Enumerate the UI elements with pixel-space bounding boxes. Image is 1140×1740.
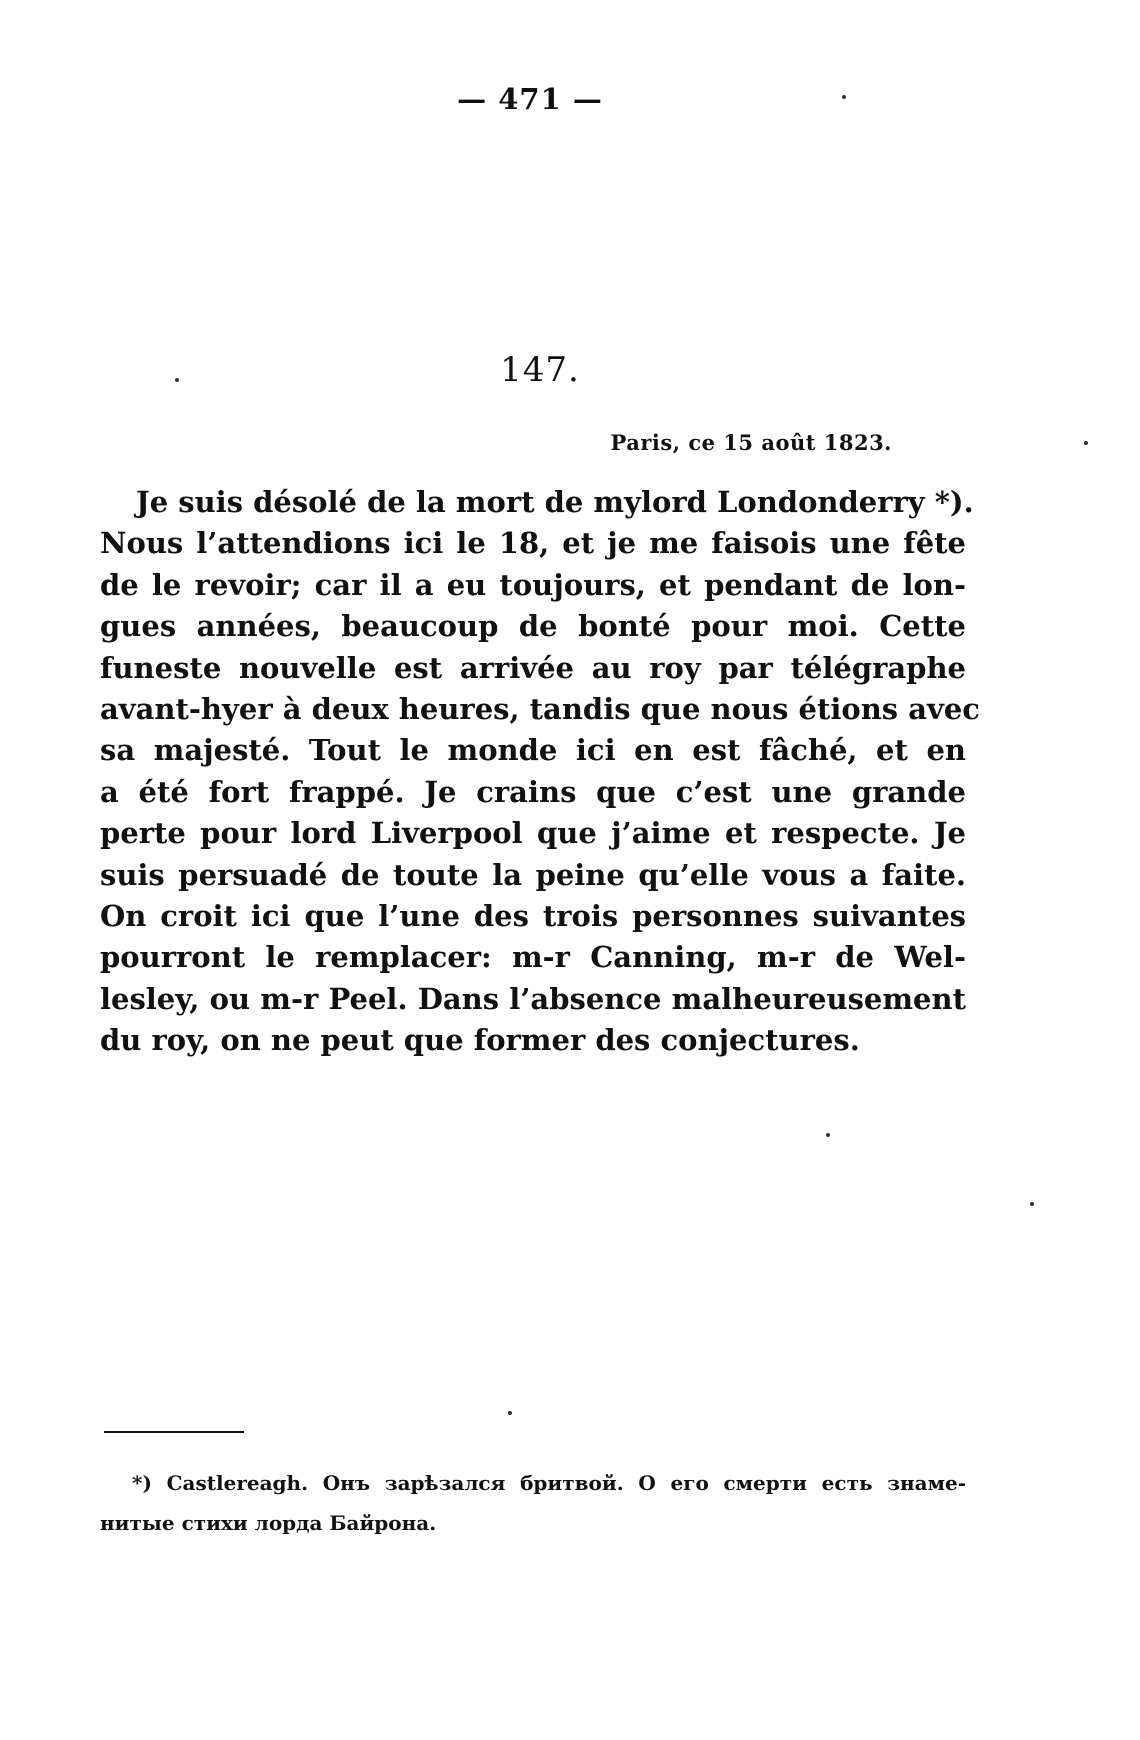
speck <box>1084 441 1088 445</box>
body-line: On croit ici que l’une des trois personnes suivantes <box>100 899 966 934</box>
letter-number: 147. <box>500 350 580 390</box>
body-line: funeste nouvelle est arrivée au roy par télégraphe <box>100 650 966 685</box>
footnote-line: *) Castlereagh. Онъ зарѣзался бритвой. О его смерти есть знаме- <box>132 1471 966 1495</box>
body-line: de le revoir; car il a eu toujours, et pendant de lon- <box>100 567 966 602</box>
dateline: Paris, ce 15 août 1823. <box>610 430 892 455</box>
page-number: — 471 — <box>457 82 603 116</box>
footnote <box>100 1463 966 1543</box>
body-line: perte pour lord Liverpool que j’aime et respecte. Je <box>100 816 966 851</box>
body-line: a été fort frappé. Je crains que c’est une grande <box>100 774 966 809</box>
body-line: avant-hyer à deux heures, tandis que nous étions avec <box>100 692 980 727</box>
speck <box>826 1133 830 1137</box>
body-line: du roy, on ne peut que former des conjectures. <box>100 1023 860 1058</box>
body-line: Nous l’attendions ici le 18, et je me faisois une fête <box>100 526 966 561</box>
letter-body <box>100 482 980 1062</box>
footnote-rule <box>104 1431 244 1433</box>
speck <box>508 1411 512 1415</box>
speck <box>175 378 179 382</box>
body-line: lesley, ou m-r Peel. Dans l’absence malheureusement <box>100 981 966 1016</box>
body-line: sa majesté. Tout le monde ici en est fâché, et en <box>100 733 966 768</box>
body-line: suis persuadé de toute la peine qu’elle vous a faite. <box>100 857 966 892</box>
body-line: Je suis désolé de la mort de mylord Londonderry *). <box>136 485 974 519</box>
footnote-line: нитые стихи лорда Байрона. <box>100 1511 437 1535</box>
body-line: gues années, beaucoup de bonté pour moi. Cette <box>100 609 966 644</box>
speck <box>1030 1202 1034 1206</box>
body-line: pourront le remplacer: m-r Canning, m-r de Wel- <box>100 940 966 975</box>
speck <box>842 95 846 99</box>
